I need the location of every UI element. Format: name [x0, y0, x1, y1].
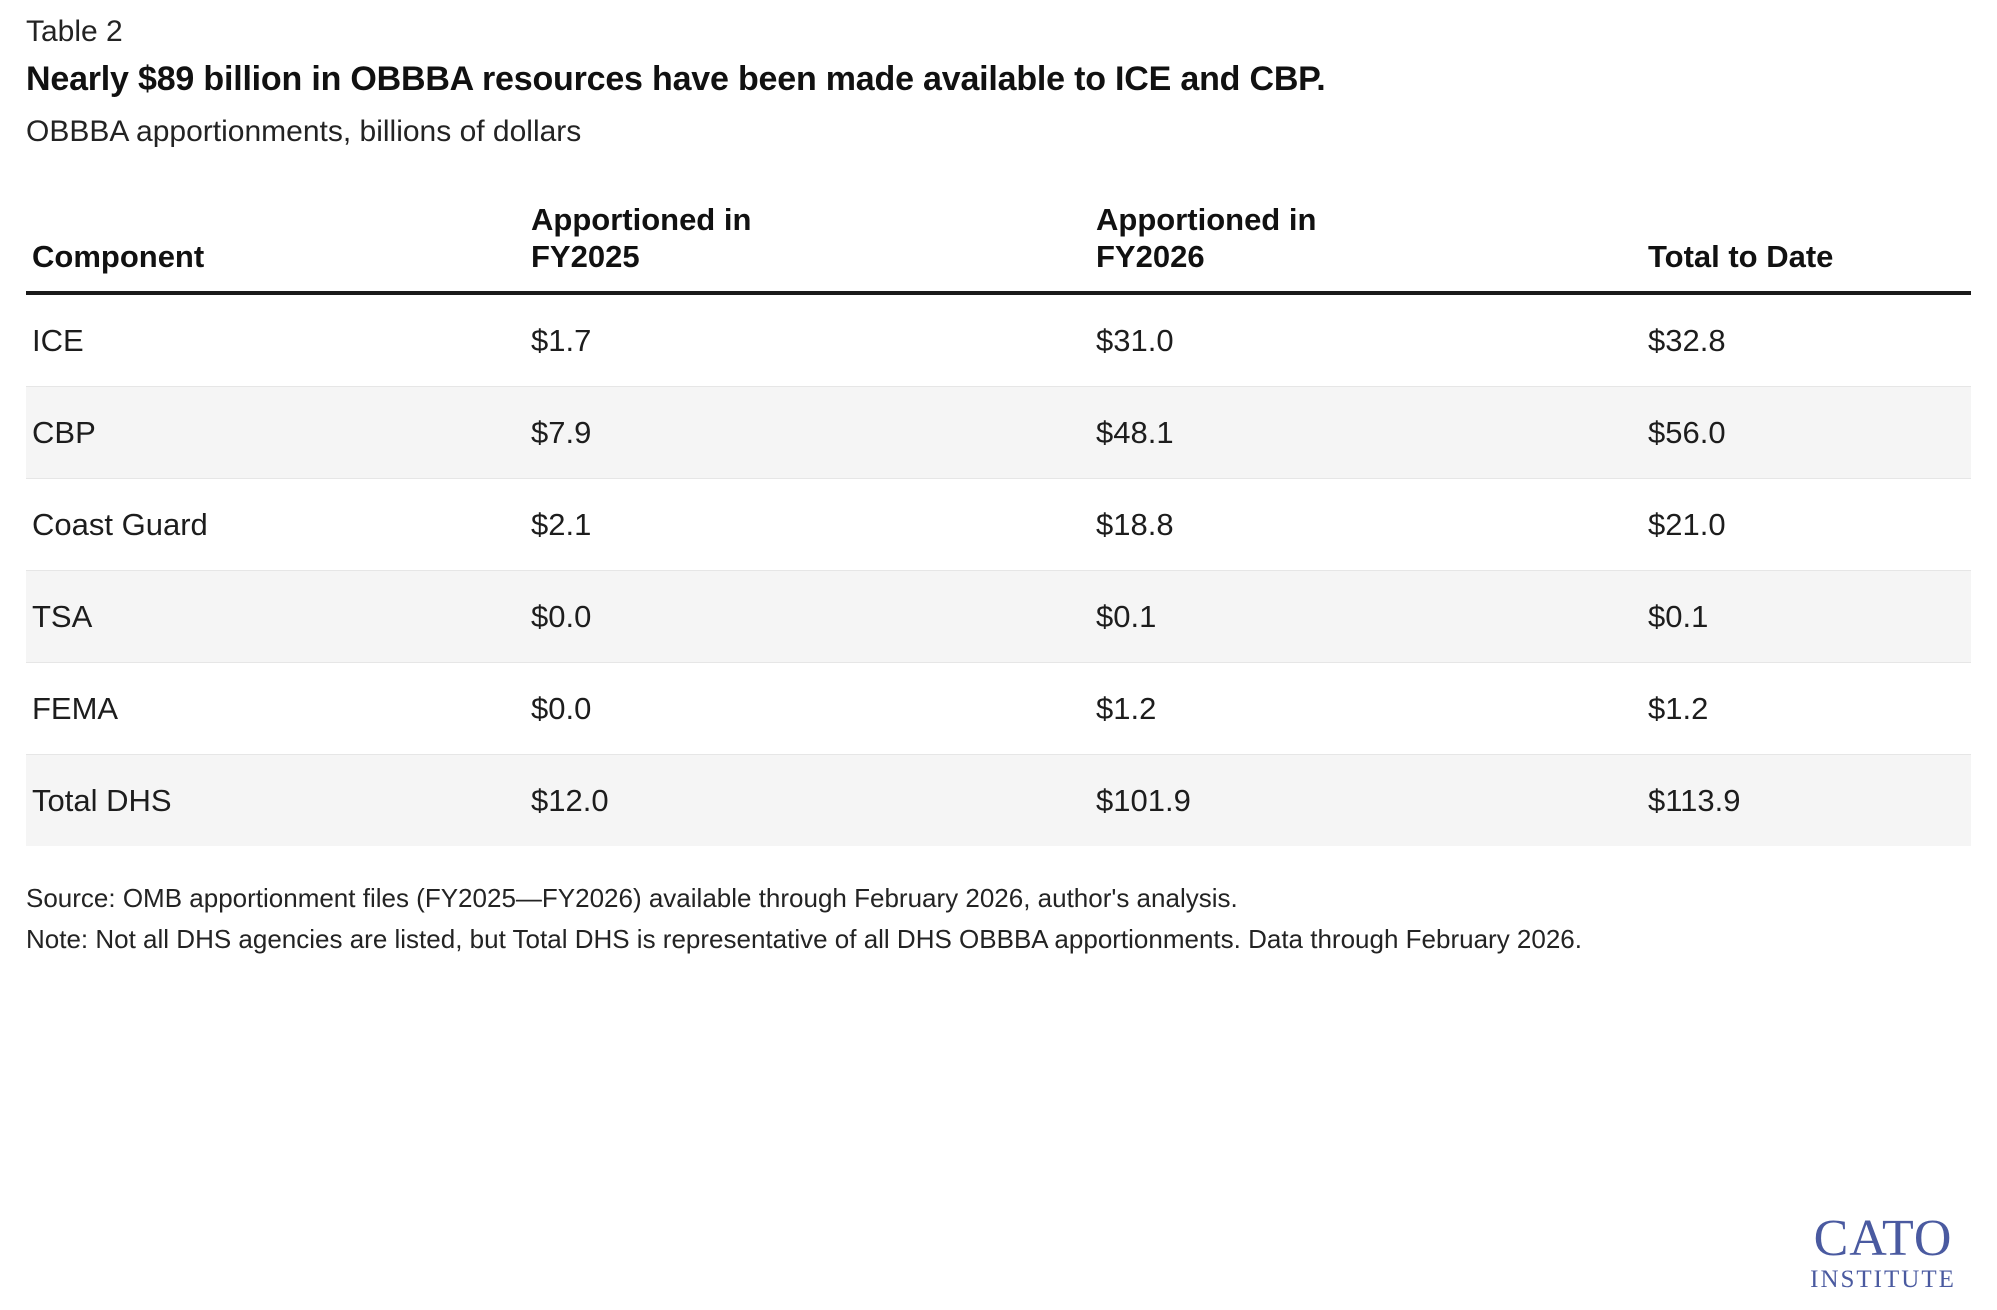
cell-fy2026: $48.1 — [1096, 387, 1648, 479]
cell-total: $0.1 — [1648, 571, 1971, 663]
cell-total: $113.9 — [1648, 755, 1971, 847]
column-header-fy2026 — [1096, 202, 1648, 293]
cell-total: $1.2 — [1648, 663, 1971, 755]
cell-fy2025: $12.0 — [531, 755, 1096, 847]
table-row — [26, 755, 1971, 847]
cell-fy2025: $7.9 — [531, 387, 1096, 479]
cell-fy2026: $1.2 — [1096, 663, 1648, 755]
cell-total: $21.0 — [1648, 479, 1971, 571]
table-notes — [26, 880, 1796, 958]
column-header-fy2025-line2: FY2025 — [531, 238, 640, 274]
table-header-row — [26, 202, 1971, 293]
cell-fy2026: $0.1 — [1096, 571, 1648, 663]
table-row — [26, 663, 1971, 755]
page-title: Nearly $89 billion in OBBBA resources have been made available to ICE and CBP. — [26, 60, 1326, 98]
cell-fy2026: $101.9 — [1096, 755, 1648, 847]
column-header-fy2025-line1: Apportioned in — [531, 202, 752, 237]
cell-total: $56.0 — [1648, 387, 1971, 479]
cell-component: FEMA — [26, 663, 531, 755]
cell-fy2025: $0.0 — [531, 571, 1096, 663]
column-header-total: Total to Date — [1648, 202, 1971, 293]
cell-component: Total DHS — [26, 755, 531, 847]
cell-component: ICE — [26, 293, 531, 387]
table-body — [26, 293, 1971, 846]
source-note: Source: OMB apportionment files (FY2025—FY2026) available through February 2026, author's analysis. — [26, 883, 1238, 914]
cell-fy2026: $31.0 — [1096, 293, 1648, 387]
cell-component: Coast Guard — [26, 479, 531, 571]
column-header-component: Component — [26, 202, 531, 293]
table-row — [26, 293, 1971, 387]
cell-component: CBP — [26, 387, 531, 479]
column-header-fy2026-line2: FY2026 — [1096, 238, 1205, 274]
cell-fy2025: $0.0 — [531, 663, 1096, 755]
cato-institute-logo — [1799, 1210, 1967, 1293]
cell-fy2026: $18.8 — [1096, 479, 1648, 571]
table-row — [26, 387, 1971, 479]
logo-wordmark: CATO — [1813, 1210, 1953, 1267]
table-header — [26, 202, 1971, 293]
note: Note: Not all DHS agencies are listed, but Total DHS is representative of all DHS OBBBA apportionments. Data through February 2026. — [26, 924, 1582, 955]
table-subtitle: OBBBA apportionments, billions of dollars — [26, 114, 582, 148]
logo-subtitle: INSTITUTE — [1810, 1266, 1956, 1293]
cell-fy2025: $2.1 — [531, 479, 1096, 571]
cell-component: TSA — [26, 571, 531, 663]
data-table — [26, 202, 1971, 846]
table-row — [26, 479, 1971, 571]
table-row — [26, 571, 1971, 663]
column-header-fy2025 — [531, 202, 1096, 293]
cell-fy2025: $1.7 — [531, 293, 1096, 387]
table-number: Table 2 — [26, 15, 123, 48]
column-header-fy2026-line1: Apportioned in — [1096, 202, 1317, 237]
cell-total: $32.8 — [1648, 293, 1971, 387]
